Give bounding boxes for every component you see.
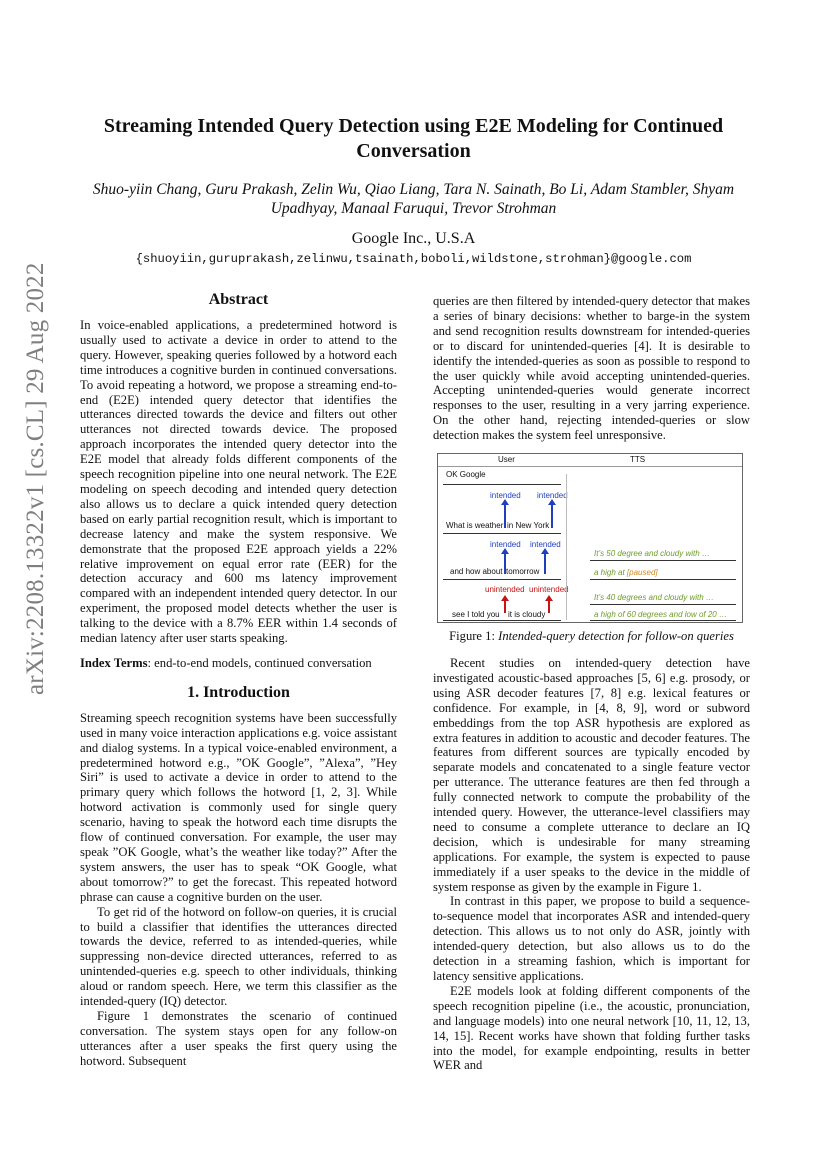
row2-tts-b — [594, 568, 658, 578]
row3-arrow-a-head — [501, 595, 509, 601]
row1-arrow-a — [504, 503, 506, 528]
figure-header-divider — [438, 466, 742, 467]
right-paragraph-3: In contrast in this paper, we propose to build a sequence-to-sequence model that incorporates ASR and intended-query detection. This allows us to not only do ASR, jointly with intended-query detection, but also allows us to do the detection in a streaming fashion, which is important for latency sensitive applications. — [433, 894, 750, 983]
row1-arrow-b-head — [548, 499, 556, 505]
right-paragraph-1: queries are then filtered by intended-query detector that makes a series of binary decisions: whether to barge-in the system and send recognition results downstream for intended-queries or to discard for unintended-queries [4]. It is desirable to identify the intended-queries as soon as possible to respond to the user quickly while avoid accepting unintended-queries. Accepting unintended-queries would generate incorrect responses to the user, resulting in a very jarring experience. On the other hand, rejecting intended-queries or slow detection makes the system feel unresponsive. — [433, 294, 750, 443]
row2-utterance-b: tomorrow — [506, 567, 540, 577]
row2-underline — [443, 579, 561, 580]
figure-caption-label: Figure 1: — [449, 629, 499, 644]
row3-unintended-label-a: unintended — [485, 585, 525, 595]
row3-utterance-a: see I told you — [452, 610, 500, 620]
row3-utterance-b: it is cloudy — [508, 610, 546, 620]
index-terms — [80, 656, 397, 671]
author-list: Shuo-yiin Chang, Guru Prakash, Zelin Wu, Qiao Liang, Tara N. Sainath, Bo Li, Adam Stambler, Shyam Upadhyay, Manaal Faruqui, Trevor Strohman — [92, 181, 735, 217]
left-column — [80, 290, 397, 1069]
row2-arrow-b-head — [541, 548, 549, 554]
introduction-heading: 1. Introduction — [187, 683, 290, 701]
row1-underline — [443, 533, 561, 534]
figure-column-divider — [566, 474, 567, 620]
figure-1 — [437, 453, 743, 623]
row3-unintended-label-b: unintended — [529, 585, 569, 595]
arxiv-identifier-stamp: arXiv:2208.13322v1 [cs.CL] 29 Aug 2022 — [22, 262, 49, 695]
row2-utterance-a: and how about — [450, 567, 503, 577]
intro-paragraph-1: Streaming speech recognition systems have been successfully used in many voice interaction applications e.g. voice assistant and dialog systems. In a typical voice-enabled environment, a predetermined hotword e.g., ”OK Google”, ”Alexa”, ”Hey Siri” is used to activate a device in order to attend to the primary query which follows the hotword [1, 2, 3]. While hotword activation is commonly used for single query scenario, having to speak the hotword each time disrupts the flow of continued conversation. For example, the user may speak ”OK Google, what’s the weather like today?” After the system answers, the user has to speak “OK Google, what about tomorrow?” to get the forecast. This repeated hotword phrase can cause a cognitive burden on the user. — [80, 710, 397, 904]
email-addresses: {shuoyiin,guruprakash,zelinwu,tsainath,boboli,wildstone,strohman}@google.com — [135, 252, 692, 266]
row3-arrow-b-head — [545, 595, 553, 601]
figure-ok-google-underline — [443, 484, 561, 485]
row3-tts-b: a high of 60 degrees and low of 20 … — [594, 610, 727, 620]
figure-1-caption — [433, 629, 750, 644]
row2-intended-label-a: intended — [490, 540, 521, 550]
right-column — [433, 294, 750, 1073]
figure-ok-google: OK Google — [446, 470, 486, 480]
right-paragraph-2: Recent studies on intended-query detection have investigated acoustic-based approaches [5, 6] e.g. prosody, or using ASR decoder features [7, 8] e.g. lexical features or confidence. For example, in [4, 8, 9], word or subword embeddings from the top ASR hypothesis are explored as extra features in addition to acoustic and decoder features. The features from different sources are typically encoded by separate models and concatenated to a single feature vector per utterance. The utterance features are then fed through a fully connected network to compute the probability of the intended query. However, the utterance-level classifiers may need to consume a complete utterance to declare an IQ decision, which is undesirable for many streaming applications. For example, the system is expected to pause immediately if a user speaks to the device in the middle of system response as given by the example in Figure 1. — [433, 655, 750, 894]
row2-tts-b-prefix: a high at — [594, 568, 627, 578]
figure-header-tts: TTS — [630, 455, 646, 465]
intro-paragraph-2: To get rid of the hotword on follow-on queries, it is crucial to build a classifier that identifies the utterances directed towards the device, referred to as intended-queries, while suppressing non-device directed utterances, referred to as unintended-queries e.g. speech to other individuals, thinking aloud or random speech. Here, we term this classifier as the intended-query (IQ) detector. — [80, 904, 397, 1009]
row2-tts-b-paused: [paused] — [626, 568, 658, 578]
paper-title: Streaming Intended Query Detection using E2E Modeling for Continued Conversation — [103, 115, 724, 162]
abstract-heading: Abstract — [208, 291, 269, 308]
row2-tts-a: It’s 50 degree and cloudy with … — [594, 549, 710, 559]
right-paragraph-4: E2E models look at folding different components of the speech recognition pipeline (i.e., the acoustic, pronunciation, and language models) into one neural network [10, 11, 12, 13, 14, 15]. Recent works have shown that folding further tasks into the model, for example endpointing, results in better WER and — [433, 983, 750, 1073]
row3-arrow-b — [548, 599, 550, 613]
row1-intended-label-a: intended — [490, 491, 521, 501]
row3-tts-a: It’s 40 degrees and cloudy with … — [594, 593, 714, 603]
intro-paragraph-3: Figure 1 demonstrates the scenario of continued conversation. The system stays open for any follow-on utterances after a user speaks the first query using the hotword. Subsequent — [80, 1008, 397, 1068]
row1-intended-label-b: intended — [537, 491, 568, 501]
row1-arrow-b — [551, 503, 553, 528]
figure-caption-text: Intended-query detection for follow-on queries — [498, 629, 734, 644]
row3-tts-a-underline — [590, 604, 736, 605]
index-terms-text: : end-to-end models, continued conversation — [147, 655, 372, 670]
row2-arrow-b — [544, 552, 546, 574]
row3-tts-b-underline — [590, 620, 736, 621]
abstract-text: In voice-enabled applications, a predetermined hotword is usually used to activate a device in order to attend to the query. However, speaking queries followed by a hotword each time introduces a cognitive burden in continued conversations. To avoid repeating a hotword, we propose a streaming end-to-end (E2E) intended query detector that identifies the utterances directed towards the device and filters out other utterances not directed towards device. The proposed approach incorporates the intended query detector into the E2E model that already folds different components of the speech recognition pipeline into one neural network. The E2E modeling on speech decoding and intended query detection also allows us to declare a quick intended query detection based on early partial recognition result, which is important to decrease latency and make the system responsive. We demonstrate that the proposed E2E approach yields a 22% relative improvement on equal error rate (EER) for the detection accuracy and 600 ms latency improvement compared with an independent intended query detector. In our experiment, the proposed model detects whether the user is talking to the device with a 8.7% EER within 1.4 seconds of median latency after user starts speaking. — [80, 318, 397, 646]
row1-utterance-b: in New York — [507, 521, 550, 531]
row1-utterance-a: What is weather — [446, 521, 504, 531]
row2-tts-b-underline — [590, 579, 736, 580]
row3-underline — [443, 620, 561, 621]
row1-arrow-a-head — [501, 499, 509, 505]
row2-tts-a-underline — [590, 560, 736, 561]
figure-header-user: User — [498, 455, 515, 465]
row2-intended-label-b: intended — [530, 540, 561, 550]
row3-arrow-a — [504, 599, 506, 613]
affiliation: Google Inc., U.S.A — [351, 230, 476, 247]
row2-arrow-a-head — [501, 548, 509, 554]
index-terms-label: Index Terms — [80, 655, 148, 670]
